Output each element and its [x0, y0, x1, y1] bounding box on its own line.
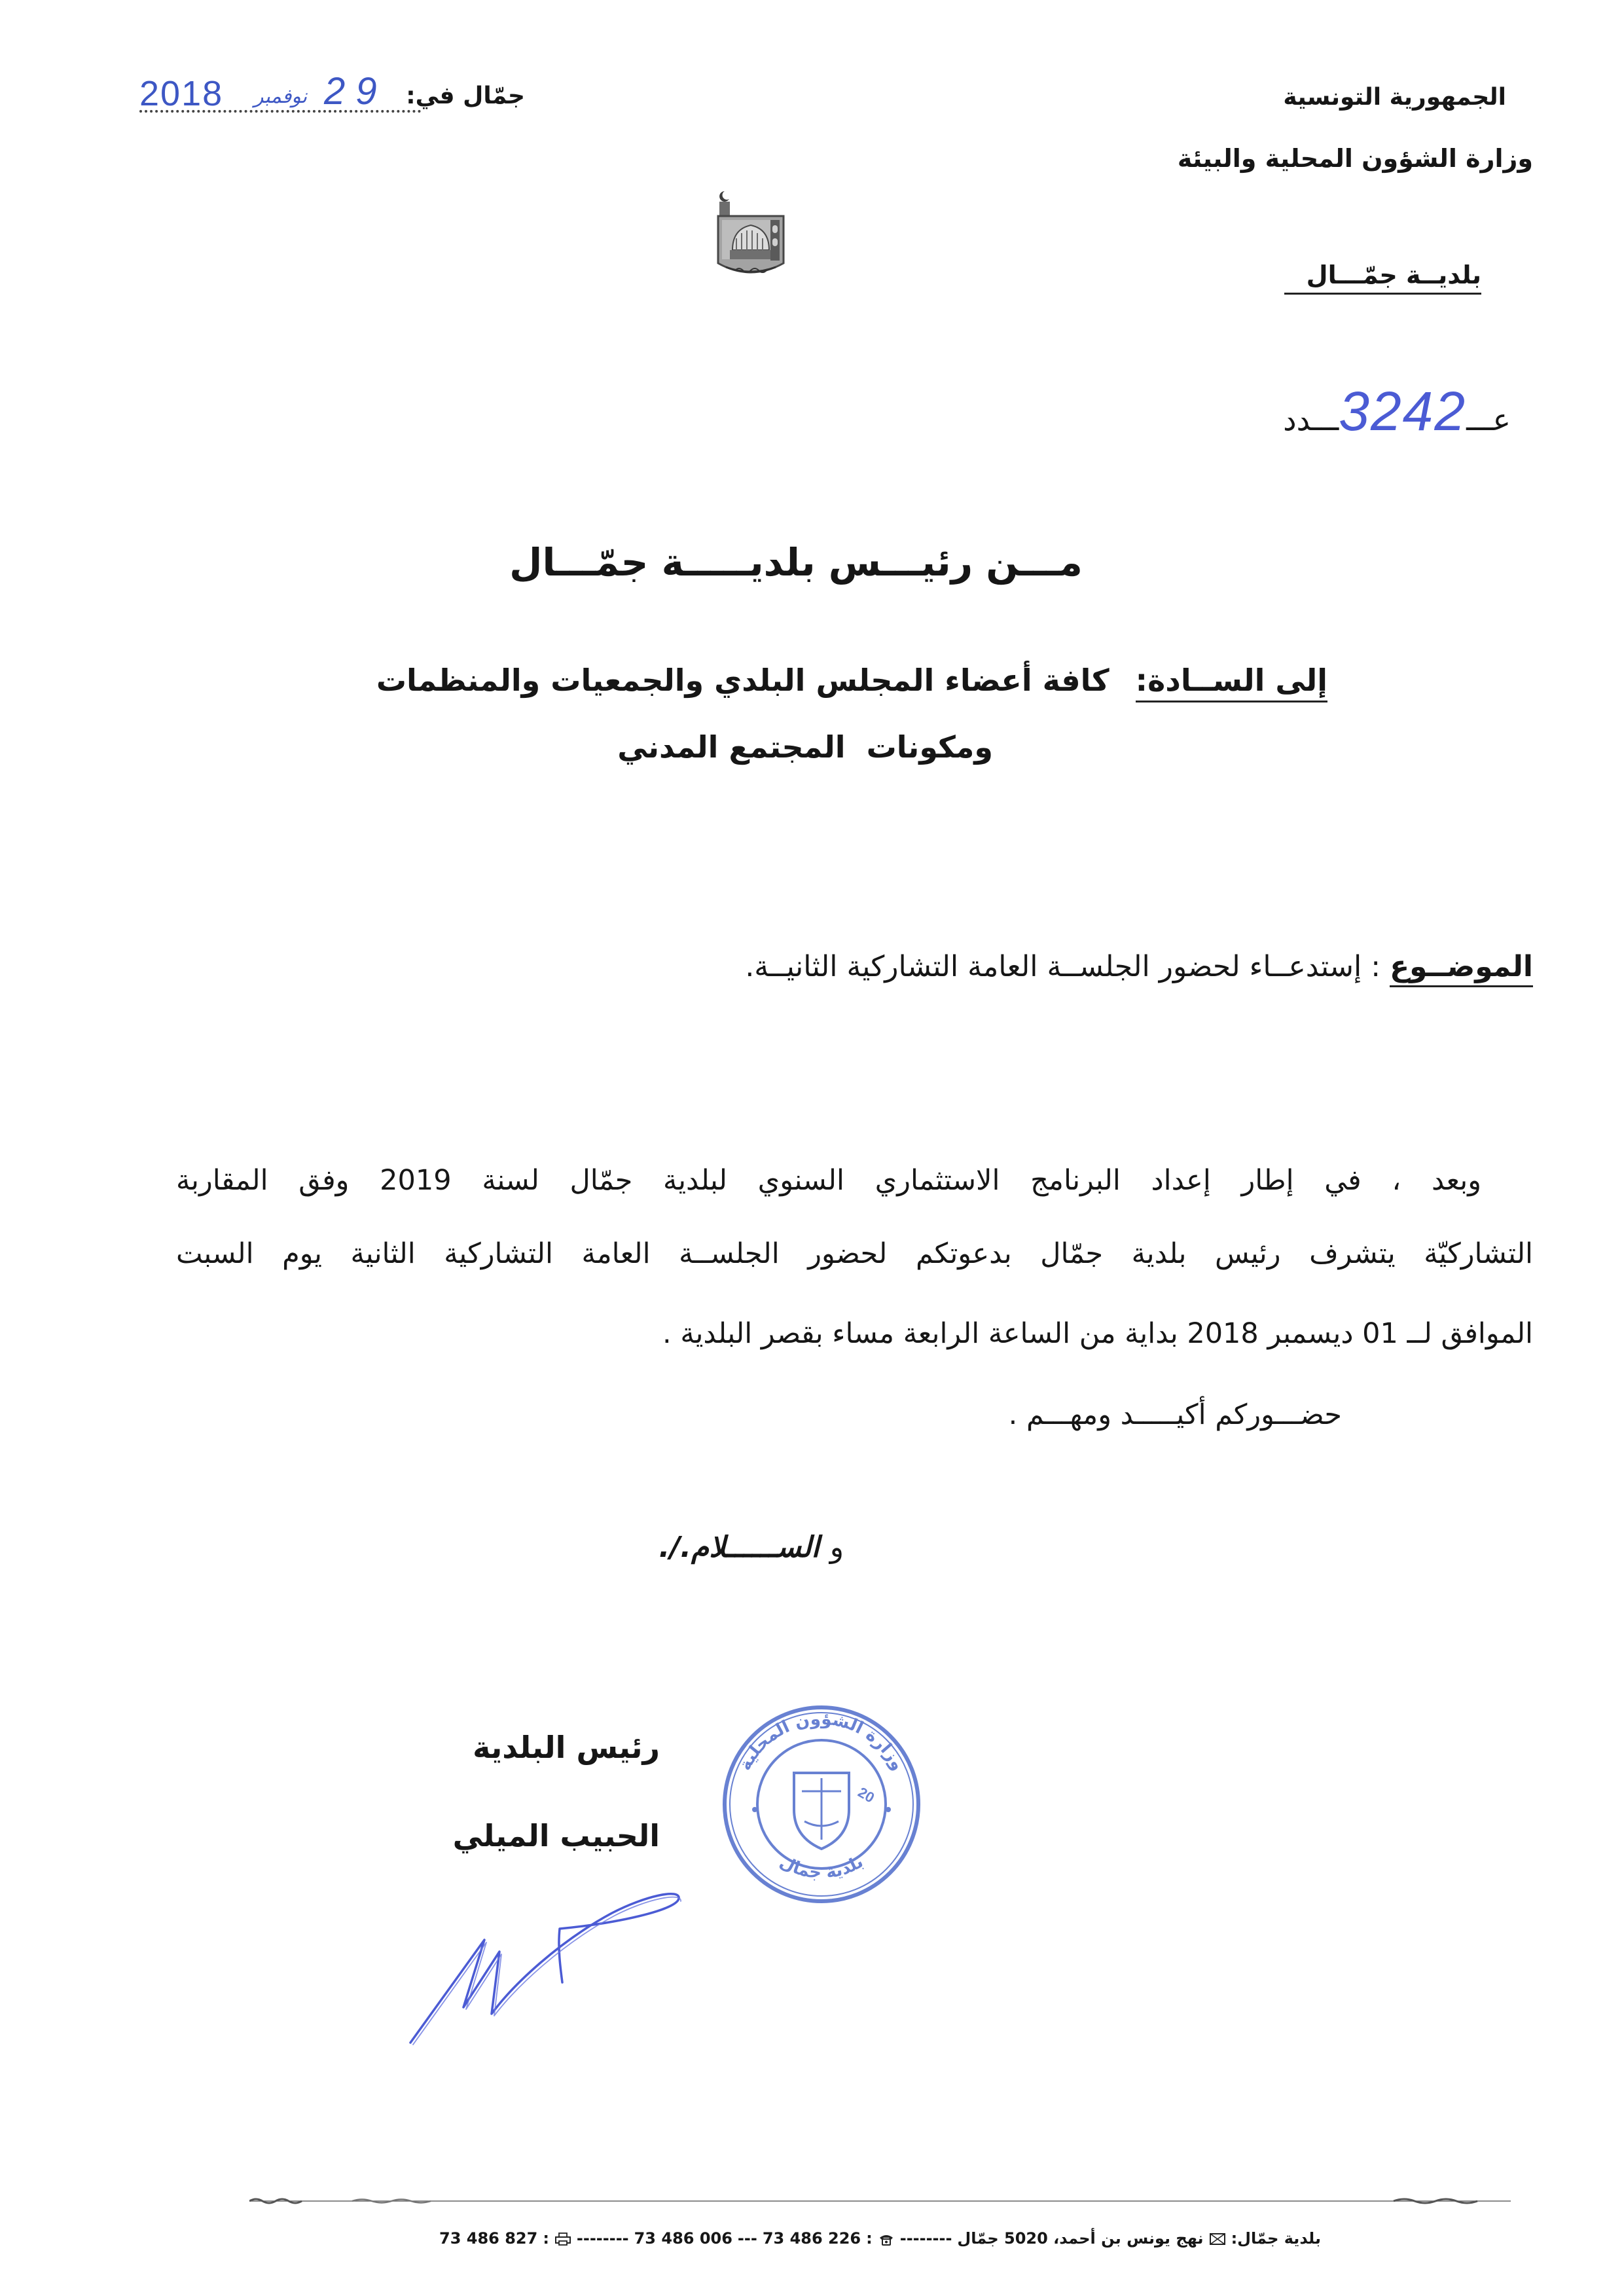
- envelope-icon: [1209, 2232, 1226, 2246]
- phone-icon: [878, 2232, 895, 2246]
- ministry-heading: وزارة الشؤون المحلية والبيئة: [1177, 144, 1533, 173]
- official-seal: [717, 1700, 926, 1909]
- body-line-1: وبعد ، في إطار إعداد البرنامج الاستثماري السنوي لبلدية جمّال لسنة 2019 وفق المقاربة: [176, 1164, 1481, 1197]
- republic-heading: الجمهورية التونسية: [1283, 84, 1506, 111]
- footer-phone-2: 73 486 006: [634, 2229, 732, 2248]
- date-stamp-month: نوفمبر: [254, 85, 308, 108]
- signatory-name: الحبيب الميلي: [452, 1818, 660, 1853]
- reference-handwritten-number: 3242: [1339, 380, 1467, 442]
- footer-phone-1: 73 486 226: [762, 2229, 861, 2248]
- recipient-line: [376, 661, 1327, 702]
- reference-number: [1283, 376, 1511, 447]
- recipient-label: إلى الســادة:: [1136, 661, 1327, 702]
- salutation-conjunction: و: [829, 1531, 844, 1564]
- municipality-heading: بلديــة جمّـــال: [1284, 259, 1481, 295]
- footer-contact: [249, 2229, 1511, 2249]
- fax-icon: [554, 2232, 571, 2246]
- footer-fax: 73 486 827: [439, 2229, 538, 2248]
- seal-bottom-text: [776, 1852, 867, 1883]
- footer-colon: :: [543, 2229, 549, 2248]
- handwritten-signature: [393, 1886, 707, 2056]
- date-label: جمّال في:: [406, 82, 525, 109]
- body-line-2: التشاركيّة يتشرف رئيس بلدية جمّال بدعوتكم لحضور الجلســة العامة التشاركية الثانية يوم السبت: [176, 1237, 1533, 1270]
- body-line-3: الموافق لــ 01 ديسمبر 2018 بداية من الساعة الرابعة مساء بقصر البلدية .: [662, 1317, 1533, 1350]
- reference-suffix: ـــدد: [1283, 402, 1339, 437]
- footer-separator: ---: [737, 2229, 757, 2248]
- body-line-4: حضـــوركم أكيـــــد ومهـــم .: [1008, 1398, 1342, 1431]
- footer-colon: :: [866, 2229, 873, 2248]
- signatory-title: رئيس البلدية: [473, 1730, 660, 1765]
- salutation-word: الســــــلام./.: [659, 1531, 820, 1564]
- reference-prefix: عـــ: [1466, 402, 1511, 437]
- date-stamp-day: 2 9: [324, 70, 377, 113]
- date-stamp-year: 2018: [139, 74, 224, 113]
- footer-address: نهج يونس بن أحمد، 5020 جمّال: [957, 2229, 1204, 2248]
- recipient-text-line2: ومكونات المجتمع المدني: [617, 729, 993, 765]
- footer-divider: [249, 2193, 1511, 2209]
- recipient-text-line1: كافة أعضاء المجلس البلدي والجمعيات والمنظمات: [376, 663, 1110, 698]
- salutation: [659, 1529, 844, 1566]
- seal-center-number: 20: [855, 1783, 878, 1806]
- subject-line: [745, 948, 1533, 987]
- seal-bottom-textpath: بلدية جمال: [776, 1851, 867, 1883]
- subject-label: الموضــوع: [1390, 948, 1533, 987]
- footer-separator: --------: [899, 2229, 952, 2248]
- footer-separator: --------: [576, 2229, 629, 2248]
- municipality-emblem-icon: [715, 190, 786, 282]
- letter-title: مـــن رئيـــس بلديـــــة جمّـــال: [509, 540, 1083, 585]
- seal-top-textpath: وزارة الشؤون المحلية: [735, 1709, 908, 1774]
- footer-label: بلدية جمّال:: [1231, 2229, 1321, 2248]
- subject-text: : إستدعــاء لحضور الجلســة العامة التشاركية الثانيــة.: [745, 950, 1381, 983]
